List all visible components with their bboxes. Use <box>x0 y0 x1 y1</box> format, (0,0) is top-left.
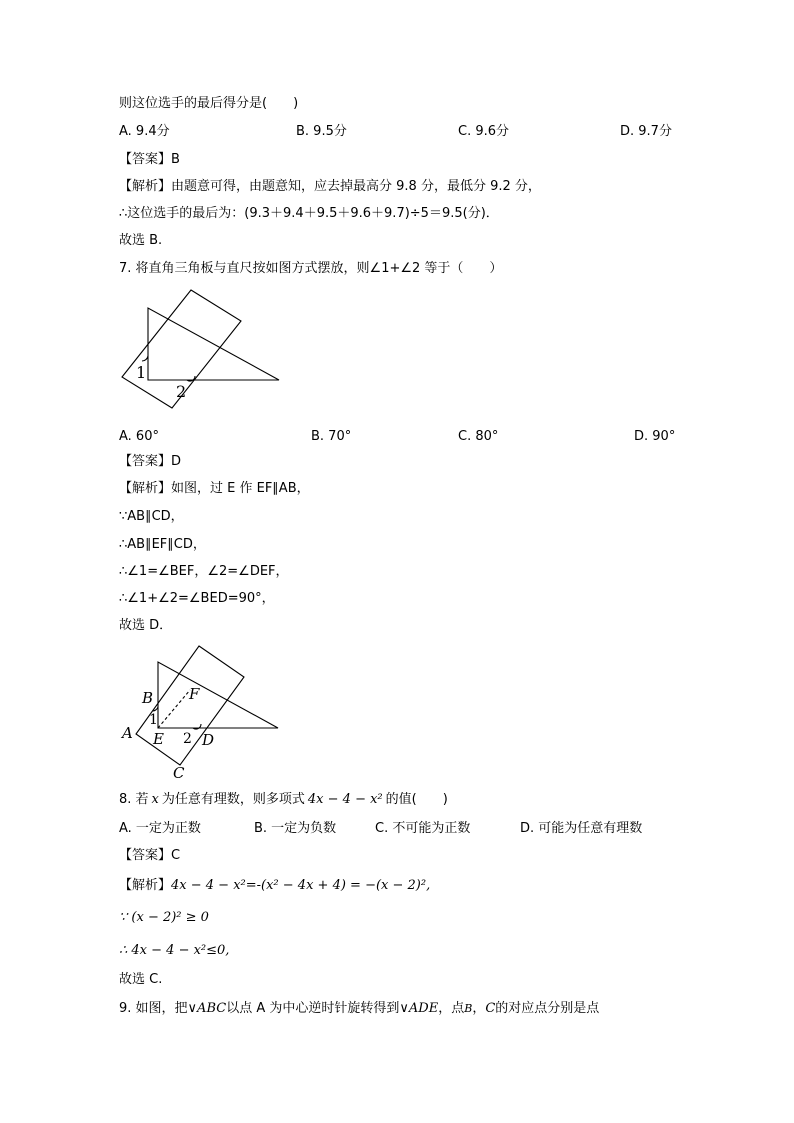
triangle-ade: ∨ADE <box>399 1001 439 1016</box>
point-a-label: A <box>122 724 133 742</box>
analysis-line <box>119 877 430 895</box>
option-d: D. 90° <box>634 429 676 444</box>
option-b: B. 70° <box>311 429 352 444</box>
variable-x: x <box>151 792 159 807</box>
point-d-label: D <box>202 731 215 749</box>
stem-text: ，点 <box>438 1001 465 1016</box>
analysis-math: ∵ (x − 2)² ≥ 0 <box>119 910 209 925</box>
stem-text: 8. 若 <box>119 792 149 807</box>
analysis-math: ∴ 4x − 4 − x²≤0, <box>119 943 230 958</box>
analysis-line <box>119 909 209 927</box>
angle-1-label: 1 <box>149 712 158 728</box>
conclusion: 故选 D． <box>119 618 173 633</box>
point-b: B <box>464 1002 473 1015</box>
triangle-ruler-figure <box>115 285 290 415</box>
option-b: B. 9.5分 <box>296 124 347 139</box>
answer: 【答案】C <box>119 848 181 863</box>
analysis-line: ∴AB∥EF∥CD， <box>119 537 206 552</box>
triangle-abc: ∨ABC <box>187 1001 227 1016</box>
point-c: C <box>485 1001 496 1016</box>
question-9-stem <box>119 1000 599 1018</box>
point-f-label: F <box>189 685 200 703</box>
option-c: C. 不可能为正数 <box>375 821 471 836</box>
option-d: D. 9.7分 <box>620 124 672 139</box>
stem-text: 为任意有理数，则多项式 <box>161 792 305 807</box>
analysis-line <box>119 942 229 960</box>
conclusion: 故选 C. <box>119 972 163 987</box>
answer: 【答案】B <box>119 152 180 167</box>
question-6-stem: 则这位选手的最后得分是( ) <box>119 96 299 111</box>
point-c-label: C <box>173 764 185 782</box>
question-8-stem <box>119 791 448 809</box>
angle-1-label: 1 <box>136 363 147 382</box>
stem-text: 的对应点分别是点 <box>495 1001 600 1016</box>
stem-text: 9. 如图，把 <box>119 1001 188 1016</box>
stem-text: 的值( ) <box>385 792 448 807</box>
option-a: A. 60° <box>119 429 159 444</box>
conclusion: 故选 B. <box>119 233 163 248</box>
analysis-line: ∴这位选手的最后为：(9.3＋9.4＋9.5＋9.6＋9.7)÷5＝9.5(分)． <box>119 206 499 221</box>
stem-text: ， <box>472 1001 486 1016</box>
option-a: A. 9.4分 <box>119 124 170 139</box>
analysis-line: ∵AB∥CD， <box>119 509 184 524</box>
angle-2-label: 2 <box>183 731 192 747</box>
polynomial: 4x − 4 − x² <box>307 792 383 807</box>
option-d: D. 可能为任意有理数 <box>520 821 643 836</box>
option-a: A. 一定为正数 <box>119 821 201 836</box>
analysis-line: 【解析】如图，过 E 作 EF∥AB， <box>119 481 310 496</box>
answer: 【答案】D <box>119 454 182 469</box>
point-e-label: E <box>153 730 164 748</box>
analysis-label: 【解析】 <box>119 878 172 893</box>
analysis-line: ∴∠1+∠2=∠BED=90°， <box>119 591 275 606</box>
option-b: B. 一定为负数 <box>254 821 337 836</box>
point-b-label: B <box>142 689 154 707</box>
question-7-stem: 7. 将直角三角板与直尺按如图方式摆放，则∠1+∠2 等于（ ） <box>119 261 503 276</box>
analysis-line: ∴∠1=∠BEF，∠2=∠DEF， <box>119 564 289 579</box>
option-c: C. 80° <box>458 429 499 444</box>
analysis-math: 4x − 4 − x²=-(x² − 4x + 4) = −(x − 2)², <box>171 878 431 893</box>
stem-text: 以点 A 为中心逆时针旋转得到 <box>226 1001 400 1016</box>
labeled-figure <box>115 640 290 785</box>
analysis-line: 【解析】由题意可得，由题意知，应去掉最高分 9.8 分，最低分 9.2 分， <box>119 179 541 194</box>
option-c: C. 9.6分 <box>458 124 510 139</box>
angle-2-label: 2 <box>176 382 187 401</box>
